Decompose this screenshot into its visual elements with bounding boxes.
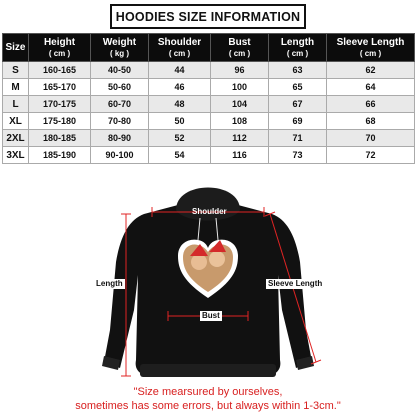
cell-length: 69 (269, 113, 327, 130)
cell-size: M (3, 79, 29, 96)
cell-sleeve-length: 72 (327, 147, 415, 164)
cell-sleeve-length: 70 (327, 130, 415, 147)
header-weight: Weight ( kg ) (91, 34, 149, 62)
cell-height: 180-185 (29, 130, 91, 147)
cell-height: 165-170 (29, 79, 91, 96)
cell-sleeve-length: 66 (327, 96, 415, 113)
cell-size: L (3, 96, 29, 113)
cell-sleeve-length: 62 (327, 62, 415, 79)
cell-shoulder: 44 (149, 62, 211, 79)
cell-weight: 50-60 (91, 79, 149, 96)
cell-bust: 112 (211, 130, 269, 147)
cell-weight: 40-50 (91, 62, 149, 79)
header-shoulder: Shoulder ( cm ) (149, 34, 211, 62)
cell-height: 185-190 (29, 147, 91, 164)
cell-bust: 108 (211, 113, 269, 130)
page-title: HOODIES SIZE INFORMATION (110, 4, 306, 29)
cell-size: XL (3, 113, 29, 130)
cell-shoulder: 54 (149, 147, 211, 164)
cell-height: 160-165 (29, 62, 91, 79)
cell-weight: 90-100 (91, 147, 149, 164)
cell-bust: 116 (211, 147, 269, 164)
cell-shoulder: 46 (149, 79, 211, 96)
header-bust: Bust ( cm ) (211, 34, 269, 62)
cell-shoulder: 52 (149, 130, 211, 147)
header-height: Height ( cm ) (29, 34, 91, 62)
cell-height: 175-180 (29, 113, 91, 130)
cell-shoulder: 48 (149, 96, 211, 113)
face-left (191, 254, 207, 270)
cell-length: 65 (269, 79, 327, 96)
cell-size: S (3, 62, 29, 79)
cell-length: 71 (269, 130, 327, 147)
cell-sleeve-length: 68 (327, 113, 415, 130)
face-right (209, 251, 225, 267)
shoulder-label: Shoulder (192, 207, 227, 216)
cell-sleeve-length: 64 (327, 79, 415, 96)
cell-weight: 70-80 (91, 113, 149, 130)
cell-shoulder: 50 (149, 113, 211, 130)
header-sleeve-length: Sleeve Length ( cm ) (327, 34, 415, 62)
cell-bust: 104 (211, 96, 269, 113)
measurement-note-line1: "Size mearsured by ourselves, (133, 386, 283, 398)
cell-size: 2XL (3, 130, 29, 147)
measurement-note-line2: sometimes has some errors, but always within 1-3cm." (75, 400, 341, 412)
cell-bust: 100 (211, 79, 269, 96)
cell-length: 67 (269, 96, 327, 113)
cell-size: 3XL (3, 147, 29, 164)
cell-length: 63 (269, 62, 327, 79)
cell-bust: 96 (211, 62, 269, 79)
sleeve-length-label: Sleeve Length (268, 279, 323, 288)
length-label: Length (96, 279, 123, 288)
header-length: Length ( cm ) (269, 34, 327, 62)
cell-weight: 80-90 (91, 130, 149, 147)
cell-height: 170-175 (29, 96, 91, 113)
cell-length: 73 (269, 147, 327, 164)
cell-weight: 60-70 (91, 96, 149, 113)
hem-band (140, 364, 276, 377)
header-size: Size (3, 34, 29, 62)
bust-label: Bust (202, 311, 220, 320)
